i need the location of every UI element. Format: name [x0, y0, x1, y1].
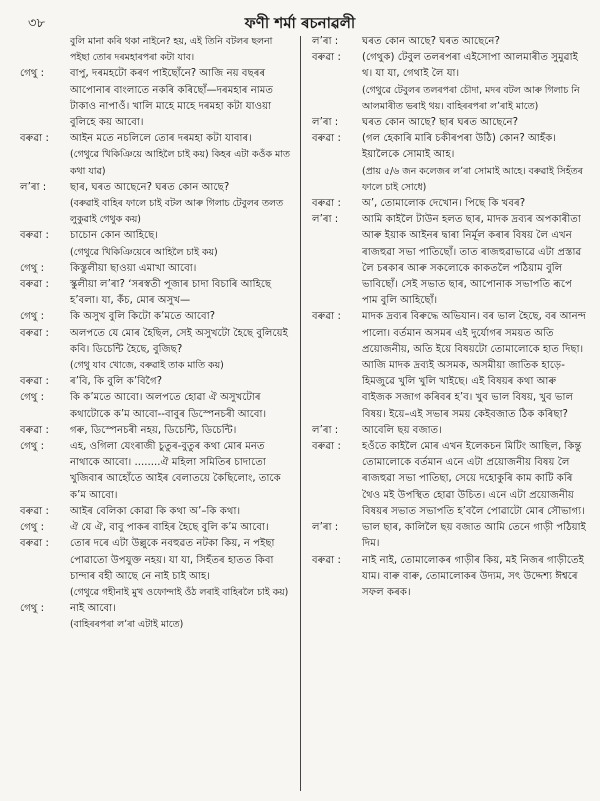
speaker-name: গেথু :	[20, 262, 45, 274]
stage-direction	[20, 617, 294, 633]
speaker-name: বৰুৱা :	[312, 554, 341, 566]
stage-direction-text: (গেথু যাব খোজে, বৰুৱাই তাক মাতি কয়)	[70, 360, 224, 372]
dialogue-line	[312, 131, 586, 163]
dialogue-line	[312, 212, 586, 309]
speaker-name	[20, 358, 70, 374]
column-divider	[300, 36, 301, 791]
dialogue-line	[312, 196, 586, 212]
dialogue-line	[20, 423, 294, 439]
dialogue-text: কি অসুখ বুলি কিটো কʼমতে আবো?	[70, 311, 216, 323]
speaker-name	[20, 617, 70, 633]
stage-direction	[20, 34, 294, 66]
dialogue-text: ঘৰত কোন আছে? ঘৰত আছেনে?	[362, 36, 500, 47]
page-number: ৩৮	[28, 16, 45, 31]
stage-direction-text: (গেথুৱে গহীনাই মুখ ওফোন্দাই ওঁঠ লৰাই বাহিৰলৈ চাই কয়)	[70, 586, 289, 598]
dialogue-text: কি কʼমতে আবো। অলপতে হোৱা ঐ অসুখটোৰ কথাটোকে কʼম আবো--বাবুৰ ডিস্পেনচৰী আবো।	[70, 392, 267, 420]
left-column	[20, 34, 294, 634]
dialogue-text: অʼ, তোমালোক দেখোন। পিছে কি খবৰ?	[362, 198, 526, 210]
dialogue-line	[312, 34, 586, 50]
dialogue-line	[20, 261, 294, 277]
speaker-name: বৰুৱা :	[20, 424, 49, 436]
dialogue-line	[312, 520, 586, 552]
speaker-name	[20, 34, 70, 66]
dialogue-line	[20, 277, 294, 309]
dialogue-text: তোৰ দৰে এটা উল্লুকে নবহুৱত নটকা কিয়, ন পইছা পোৱাতো উপযুক্ত নহয়। যা যা, সিহঁতৰ হাতত কিবা চান্দাৰ বহী আছে নে নাই চাই আহ।	[70, 538, 275, 582]
speaker-name: গেথু :	[20, 522, 45, 534]
dialogue-line	[312, 50, 586, 82]
dialogue-text: গৰু, ডিস্পেনচৰী নহয়, ডিচেন্টি, ডিচেন্টি।	[70, 424, 237, 436]
speaker-name: বৰুৱা :	[312, 441, 341, 453]
speaker-name: লʼৰা :	[312, 214, 339, 226]
stage-direction	[20, 358, 294, 374]
dialogue-text: ভাল ছাৰ, কালিলৈ ছয় বজাত আমি তেনে গাড়ী পঠিয়াই দিম।	[362, 522, 586, 550]
running-title: ফণী শৰ্মা ৰচনাৱলী	[244, 14, 356, 32]
stage-direction	[20, 585, 294, 601]
dialogue-line	[20, 66, 294, 131]
speaker-name	[312, 83, 362, 115]
dialogue-text: আবেলি ছয় বজাত।	[362, 424, 442, 436]
dialogue-text: আইন মতে নচলিলে তোৰ দৰমহা কটা যাবাৰ।	[70, 133, 252, 145]
stage-direction	[20, 147, 294, 179]
speaker-name	[20, 147, 70, 179]
dialogue-line	[312, 423, 586, 439]
right-column	[312, 34, 586, 601]
dialogue-line	[20, 439, 294, 504]
dialogue-text: নাই নাই, তোমালোকৰ গাড়ীৰ কিয়, মই নিজৰ গাড়ীতেই যাম। বাৰু বাৰু, তোমালোকৰ উদ্যম, সৎ উদ্দেশ্য ঈশ্বৰে সফল কৰক।	[362, 554, 584, 598]
speaker-name: গেথু :	[20, 392, 45, 404]
dialogue-text: বাপু, দৰমহটো কৰণ পাইছোঁনে? আজি নয় বছৰৰ আপোনাৰ বাংলাতে নকৰি কৰিছোঁ—দৰমহাৰ নামত টাকাও নাপাওঁ। খালি মাহে মাহে দৰমহা কটা যাওয়া বুলিহে কয় আবো।	[70, 68, 274, 129]
dialogue-text: অলপতে যে মোৰ হৈছিল, সেই অসুখটো হৈছে বুলিয়েই কবি। ডিচেন্টি হৈছে, বুজিছ?	[70, 327, 288, 355]
dialogue-line	[312, 439, 586, 520]
speaker-name: বৰুৱা :	[20, 279, 49, 291]
dialogue-text: স্কুলীয়া লʼৰা? ʻসৰস্বতী পূজাৰ চাদা বিচাৰি আহিছে হʼবলা। যা, কঁচ, মোৰ অসুখ—	[70, 279, 272, 307]
stage-direction	[312, 164, 586, 196]
dialogue-line	[20, 504, 294, 520]
dialogue-line	[20, 180, 294, 196]
dialogue-text: ঘৰত কোন আছে? ছাৰ ঘৰত আছেনে?	[362, 117, 518, 129]
speaker-name: লʼৰা :	[312, 424, 339, 436]
speaker-name	[20, 245, 70, 261]
stage-direction	[312, 83, 586, 115]
dialogue-text: হওঁতে কাইলৈ মোৰ এখন ইলেকচন মিটিং আছিল, কিন্তু তোমালোকে বৰ্তমান এনে এটা প্ৰয়োজনীয় বিষয় লৈ ৰাজহুৱা সভা পাতিছা, সেয়ে দহোকুৰি কাম কাটি কৰি থৈও মই উপস্থিত হোৱা উচিত। এনে এটা প্ৰয়োজনীয় বিষয়ৰ সভাত সভাপতি হʼবলৈ পোৱাটো মোৰ সৌভাগ্য।	[362, 441, 585, 517]
dialogue-text: আইৰ বেলিকা কোৱা কি কথা অʼ–কি কথা।	[70, 505, 241, 517]
dialogue-text: নাই আবো।	[70, 603, 116, 615]
dialogue-text: ৰʼবি, কি বুলি কʼবিগৈ?	[70, 376, 163, 388]
dialogue-line	[20, 520, 294, 536]
dialogue-text: ঐ যে ঐ, বাবু পাকৰ বাহিৰ হৈছে বুলি কʼম আবো।	[70, 522, 269, 534]
stage-direction-text: (গেথুৱে খিকিঞিয়েৰে আহিলৈ চাই কয়)	[70, 246, 218, 258]
speaker-name: বৰুৱা :	[20, 505, 49, 517]
speaker-name: লʼৰা :	[312, 117, 339, 129]
speaker-name: বৰুৱা :	[312, 311, 341, 323]
dialogue-line	[312, 553, 586, 602]
dialogue-line	[20, 131, 294, 147]
speaker-name: লʼৰা :	[20, 181, 47, 193]
dialogue-text: ছাৰ, ঘৰত আছেনে? ঘৰত কোন আছে?	[70, 181, 230, 193]
dialogue-text: (গল হেকাৰি মাৰি চকীৰপৰা উঠি) কোন? আহঁক। ইয়ালৈকে সোমাই আহ।	[362, 133, 557, 161]
dialogue-text: চাচোন কোন আহিছে।	[70, 230, 158, 242]
stage-direction-text: (বৰুৱাই বাহিৰ ফালে চাই বটল আৰু গিলাচ টেবুলৰ তলত লুকুৱাই গেথুক কয়)	[70, 198, 283, 226]
speaker-name: গেথু :	[20, 603, 45, 615]
speaker-name: বৰুৱা :	[20, 133, 49, 145]
dialogue-text: এহ, ওগিলা যেংৰাজী চুতুৰ-বুতুৰ কথা মোৰ মনত নাথাকে আবো। ........ঐ মহিলা সমিতিৰ চাদাতো খুজিবাৰ আহোঁতে আইৰ বেলাতয়ে কৈছিলোং, তাকে কʼম আবো।	[70, 441, 281, 501]
stage-direction-text: বুলি মানা কৰি থকা নাইনে? হয়, এই তিনি বটলৰ ছলনা পইছা তোৰ দৰমহাৰপৰা কটা যাব।	[70, 36, 273, 64]
dialogue-text: আমি কাইলৈ টাউন হলত ছাৰ, মাদক দ্ৰব্যৰ অপকাৰীতা আৰু ইয়াক আইনৰ দ্বাৰা নিৰ্মূল কৰাৰ বিষয় লৈ এখন ৰাজহুৱা সভা পাতিছোঁ। তাত ৰাজহুৱাভাৱে এটা প্ৰস্তাৱ লৈ চৰকাৰ আৰু সকলোকে কাকতলৈ পঠিয়াম বুলি ভাবিছোঁ। সেই সভাত ছাৰ, আপোনাক সভাপতি ৰূপে পাম বুলি আহিছোঁ।	[362, 214, 582, 307]
speaker-name: বৰুৱা :	[20, 538, 49, 550]
speaker-name: বৰুৱা :	[312, 52, 341, 64]
speaker-name: বৰুৱা :	[312, 198, 341, 210]
speaker-name	[312, 164, 362, 196]
stage-direction	[20, 196, 294, 228]
dialogue-line	[20, 309, 294, 325]
speaker-name: গেথু :	[20, 311, 45, 323]
dialogue-line	[20, 326, 294, 358]
dialogue-line	[312, 115, 586, 131]
dialogue-text: (গেথুক) টেবুল তলৰপৰা এইসোপা আলমাৰীত সুমুৱাই থ। যা যা, গেথাই লৈ যা।	[362, 52, 578, 80]
speaker-name: গেথু :	[20, 441, 45, 453]
stage-direction	[20, 245, 294, 261]
dialogue-line	[312, 309, 586, 422]
stage-direction-text: (গেথুৱে খিকিঞিয়ে আহিলৈ চাই কয়) কিহৰ এটা কওঁক মাত কথা যাৱ)	[70, 149, 290, 177]
speaker-name: বৰুৱা :	[20, 376, 49, 388]
speaker-name: বৰুৱা :	[20, 230, 49, 242]
speaker-name: বৰুৱা :	[20, 327, 49, 339]
dialogue-line	[20, 374, 294, 390]
dialogue-line	[20, 228, 294, 244]
speaker-name	[20, 585, 70, 601]
dialogue-line	[20, 390, 294, 422]
speaker-name: গেথু :	[20, 68, 45, 80]
speaker-name: লʼৰা :	[312, 522, 339, 534]
speaker-name: বৰুৱা :	[312, 133, 341, 145]
stage-direction-text: (প্ৰায় ৫/৬ জন কলেজৰ লʼৰা সোমাই আহে। বৰুৱাই সিহঁতৰ ফালে চাই সোধে)	[362, 165, 583, 193]
dialogue-text: মাদক দ্ৰব্যৰ বিৰুদ্ধে অভিযান। বৰ ভাল হৈছে, বৰ আনন্দ পালো। বৰ্তমান অসমৰ এই দুৰ্যোগৰ সময়ত অতি প্ৰয়োজনীয়, অতি ইয়ে বিষয়টো তোমালোকে হাত দিছা। আজি মাদক দ্ৰব্যই অসমক, অসমীয়া জাতিক হাড়ে-হিমজুৱে খুলি খুলি খাইছে। এই বিষয়ৰ কথা আৰু বাইজক সজাগ কৰিবৰ হʼব। খুব ভাল বিষয়, খুব ভাল বিষয়। ইয়ে–এই সভাৰ সময় কেইবজাত ঠিক কৰিছা?	[362, 311, 586, 420]
stage-direction-text: (বাহিৰৰপৰা লʼৰা এটাই মাতে)	[70, 619, 184, 631]
speaker-name: লʼৰা :	[312, 36, 339, 47]
dialogue-text: কিস্তুলীয়া ছাওয়া এমাখা আবো।	[70, 262, 197, 274]
stage-direction-text: (গেথুৱে টেবুলৰ তলৰপৰা চৌদা, মদৰ বটল আৰু গিলাচ নি আলমাৰীত ভৰাই থয়। বাহিৰৰপৰা লʼৰাই মাতে)	[362, 84, 580, 112]
speaker-name	[20, 196, 70, 228]
dialogue-line	[20, 601, 294, 617]
dialogue-line	[20, 536, 294, 585]
